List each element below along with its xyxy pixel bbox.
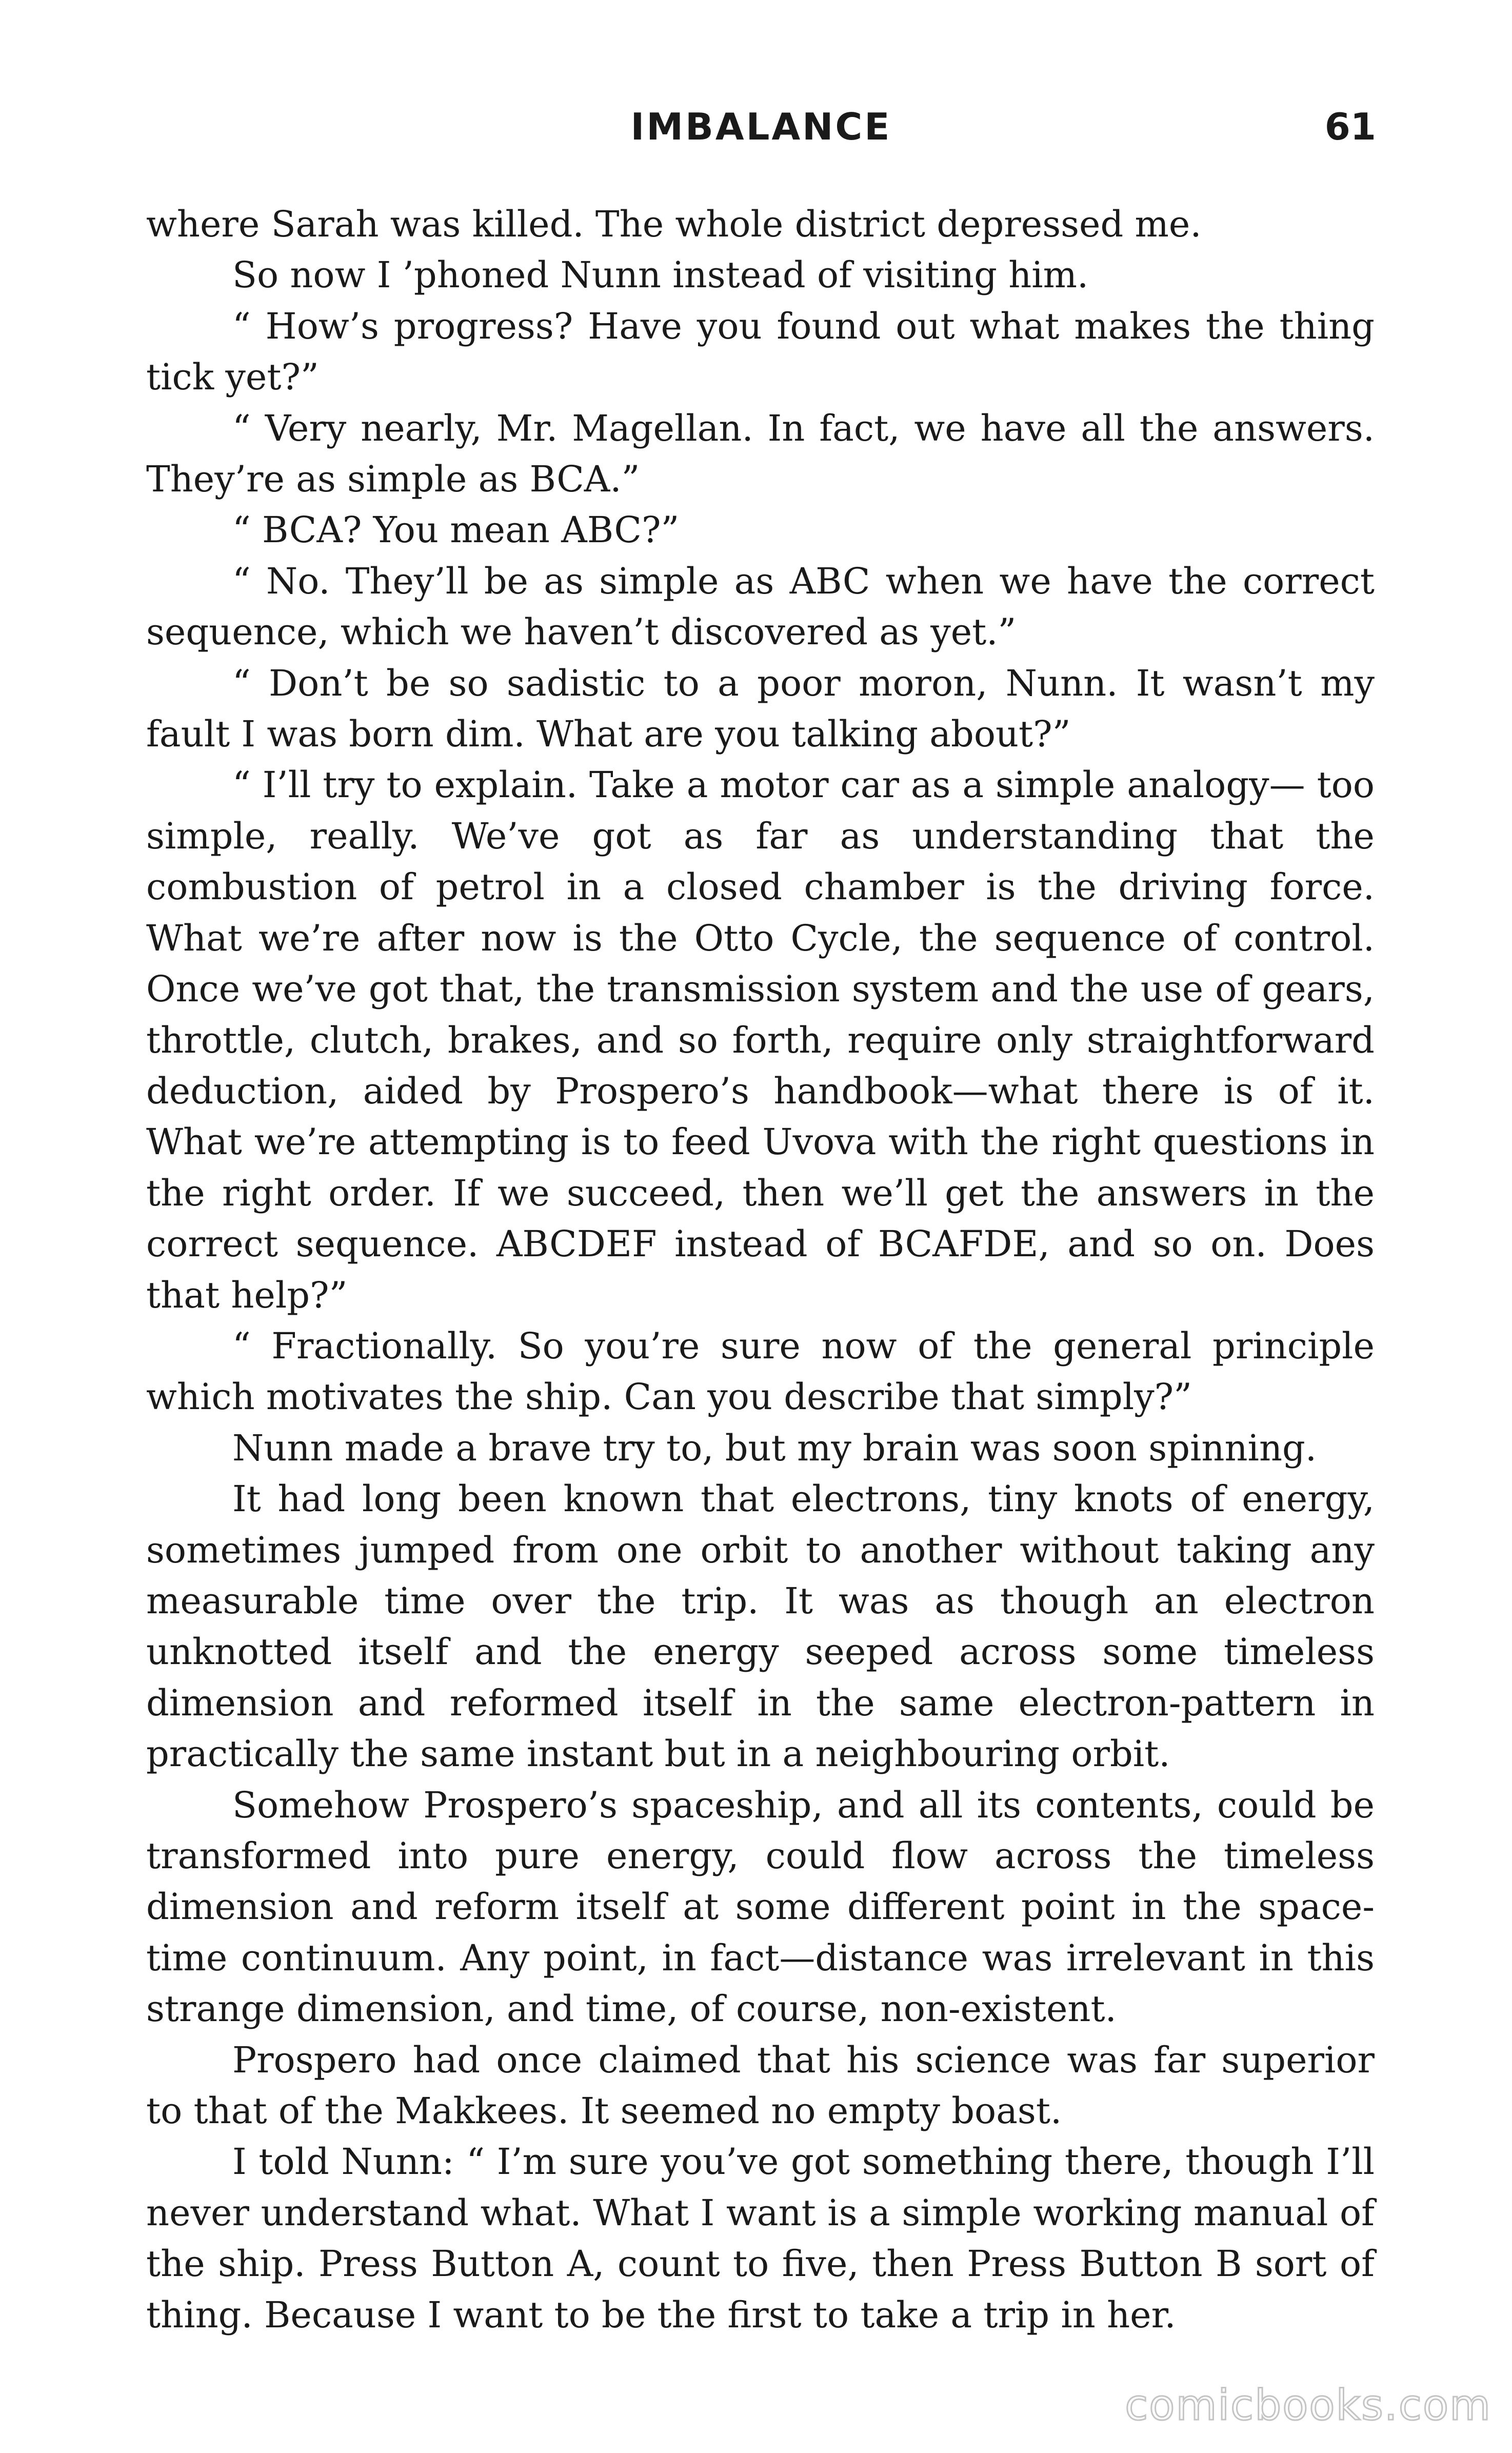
paragraph: “ Very nearly, Mr. Magellan. In fact, we have all the answers. They’re as simple as BCA.” [146, 407, 1375, 501]
paragraph: Prospero had once claimed that his science was far superior to that of the Makkees. It seemed no empty boast. [146, 2039, 1375, 2132]
watermark: comicbooks.com [1125, 2381, 1491, 2430]
running-title: IMBALANCE [630, 105, 892, 148]
paragraph: “ How’s progress? Have you found out what makes the thing tick yet?” [146, 305, 1375, 399]
paragraph: So now I ’phoned Nunn instead of visiting him. [232, 254, 1089, 296]
paragraph: Nunn made a brave try to, but my brain was soon spinning. [232, 1427, 1317, 1469]
paragraph: “ I’ll try to explain. Take a motor car as a simple analogy— too simple, really. We’ve got as far as understanding that the combustion of petrol in a closed chamber is the driving force. What we’re after now is the Otto Cycle, the sequence of control. Once we’ve got that, the transmission system and the use of gears, throttle, clutch, brakes, and so forth, require only straightforward deduction, aided by Prospero’s handbook—what there is of it. What we’re attempting is to feed Uvova with the right questions in the right order. If we succeed, then we’ll get the answers in the correct sequence. ABCDEF instead of BCAFDE, and so on. Does that help?” [146, 764, 1375, 1316]
body-text [146, 199, 1375, 2341]
paragraph: “ Fractionally. So you’re sure now of the general principle which motivates the ship. Can you describe that simply?” [146, 1324, 1375, 1418]
paragraph: where Sarah was killed. The whole district depressed me. [146, 203, 1202, 245]
paragraph: I told Nunn: “ I’m sure you’ve got something there, though I’ll never understand what. What I want is a simple working manual of the ship. Press Button A, count to five, then Press Button B sort of thing. Because I want to be the first to take a trip in her. [146, 2141, 1375, 2336]
page-header [146, 105, 1376, 151]
paragraph: Somehow Prospero’s spaceship, and all its contents, could be transformed into pure energy, could flow across the timeless dimension and reform itself at some different point in the space-time continuum. Any point, in fact—distance was irrelevant in this strange dimension, and time, of course, non-existent. [146, 1784, 1375, 2030]
page-number: 61 [1324, 105, 1376, 148]
paragraph: “ No. They’ll be as simple as ABC when we have the correct sequence, which we haven’t discovered as yet.” [146, 560, 1375, 654]
paragraph: “ BCA? You mean ABC?” [232, 509, 680, 551]
paragraph: “ Don’t be so sadistic to a poor moron, Nunn. It wasn’t my fault I was born dim. What are you talking about?” [146, 662, 1375, 756]
paragraph: It had long been known that electrons, tiny knots of energy, sometimes jumped from one orbit to another without taking any measurable time over the trip. It was as though an electron unknotted itself and the energy seeped across some timeless dimension and reformed itself in the same electron-pattern in practically the same instant but in a neighbouring orbit. [146, 1478, 1375, 1775]
